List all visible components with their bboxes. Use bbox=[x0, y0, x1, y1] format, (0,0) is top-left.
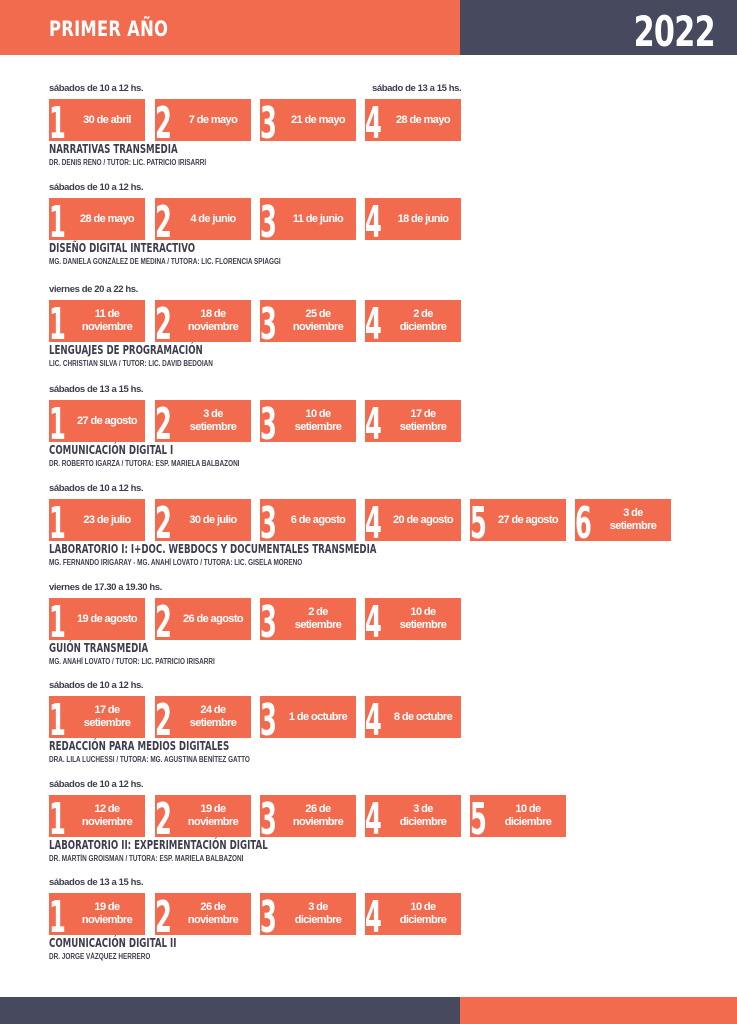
session-date: 11 de junio bbox=[292, 212, 344, 225]
session-date: 2 de diciembre bbox=[399, 308, 447, 333]
schedule-label: sábados de 10 a 12 hs. bbox=[49, 182, 144, 193]
course-professors: DRA. LILA LUCHESSI / TUTORA: MG. AGUSTINA BENÍTEZ GATTO bbox=[49, 755, 250, 764]
session-cell bbox=[260, 893, 356, 935]
session-cell bbox=[155, 598, 251, 640]
session-date: 23 de julio bbox=[83, 513, 131, 526]
session-number: 3 bbox=[260, 198, 277, 240]
schedule-label: viernes de 20 a 22 hs. bbox=[49, 284, 138, 295]
session-number: 3 bbox=[260, 499, 277, 541]
session-number: 4 bbox=[365, 400, 382, 442]
session-cell bbox=[260, 198, 356, 240]
course-professors: DR. DENIS RENO / TUTOR: LIC. PATRICIO IRISARRI bbox=[49, 158, 207, 167]
schedule-label: sábados de 13 a 15 hs. bbox=[49, 384, 144, 395]
session-cell bbox=[155, 795, 251, 837]
session-number: 1 bbox=[49, 598, 66, 640]
session-cell bbox=[49, 400, 145, 442]
session-number: 1 bbox=[49, 400, 66, 442]
course-section bbox=[0, 877, 737, 977]
course-title: LENGUAJES DE PROGRAMACIÓN bbox=[49, 343, 203, 357]
session-cell bbox=[155, 99, 251, 141]
session-number: 2 bbox=[155, 99, 172, 141]
session-number: 1 bbox=[49, 99, 66, 141]
session-date: 25 de noviembre bbox=[292, 308, 344, 333]
session-number: 4 bbox=[365, 499, 382, 541]
course-section bbox=[0, 384, 737, 484]
schedule-label: sábados de 10 a 12 hs. bbox=[49, 83, 144, 94]
course-professors: LIC. CHRISTIAN SILVA / TUTOR: LIC. DAVID BEDOIAN bbox=[49, 359, 213, 368]
session-cell bbox=[155, 300, 251, 342]
course-section bbox=[0, 284, 737, 384]
session-number: 1 bbox=[49, 300, 66, 342]
session-date: 3 de diciembre bbox=[399, 803, 447, 828]
course-section bbox=[0, 483, 737, 583]
session-date: 18 de junio bbox=[397, 212, 449, 225]
session-cell bbox=[260, 795, 356, 837]
session-number: 5 bbox=[470, 795, 487, 837]
session-number: 1 bbox=[49, 198, 66, 240]
course-title: COMUNICACIÓN DIGITAL I bbox=[49, 443, 174, 457]
session-number: 2 bbox=[155, 499, 172, 541]
session-number: 3 bbox=[260, 696, 277, 738]
session-date: 26 de noviembre bbox=[292, 803, 344, 828]
session-date: 3 de setiembre bbox=[609, 507, 657, 532]
session-cell bbox=[365, 598, 461, 640]
session-date: 17 de setiembre bbox=[399, 408, 447, 433]
session-cell bbox=[365, 300, 461, 342]
session-cell bbox=[365, 696, 461, 738]
session-date: 30 de abril bbox=[83, 113, 131, 126]
session-cell bbox=[155, 696, 251, 738]
session-cell bbox=[260, 696, 356, 738]
course-title: NARRATIVAS TRANSMEDIA bbox=[49, 142, 178, 156]
session-date: 26 de agosto bbox=[182, 612, 244, 625]
course-section bbox=[0, 182, 737, 282]
course-title: COMUNICACIÓN DIGITAL II bbox=[49, 936, 177, 950]
session-number: 1 bbox=[49, 795, 66, 837]
session-date: 28 de mayo bbox=[80, 212, 134, 225]
session-date: 18 de noviembre bbox=[187, 308, 239, 333]
session-cell bbox=[575, 499, 671, 541]
session-cell bbox=[470, 795, 566, 837]
course-professors: DR. JORGE VÁZQUEZ HERRERO bbox=[49, 952, 151, 961]
course-title: GUIÓN TRANSMEDIA bbox=[49, 641, 149, 655]
session-date: 10 de diciembre bbox=[399, 901, 447, 926]
session-cell bbox=[365, 400, 461, 442]
session-cell bbox=[470, 499, 566, 541]
session-date: 11 de noviembre bbox=[81, 308, 133, 333]
year-label: 2022 bbox=[633, 7, 715, 56]
course-professors: MG. DANIELA GONZÁLEZ DE MEDINA / TUTORA: LIC. FLORENCIA SPIAGGI bbox=[49, 257, 281, 266]
session-cell bbox=[260, 400, 356, 442]
session-cell bbox=[49, 598, 145, 640]
session-number: 3 bbox=[260, 300, 277, 342]
schedule-label: sábados de 10 a 12 hs. bbox=[49, 483, 144, 494]
course-professors: DR. ROBERTO IGARZA / TUTORA: ESP. MARIELA BALBAZONI bbox=[49, 459, 240, 468]
session-number: 2 bbox=[155, 598, 172, 640]
session-date: 27 de agosto bbox=[497, 513, 559, 526]
session-date: 17 de setiembre bbox=[83, 704, 131, 729]
session-number: 2 bbox=[155, 400, 172, 442]
session-cell bbox=[365, 795, 461, 837]
session-number: 2 bbox=[155, 893, 172, 935]
session-date: 27 de agosto bbox=[76, 414, 138, 427]
course-section bbox=[0, 83, 737, 183]
course-section bbox=[0, 680, 737, 780]
session-date: 1 de octubre bbox=[288, 710, 348, 723]
session-number: 1 bbox=[49, 893, 66, 935]
session-number: 6 bbox=[575, 499, 592, 541]
course-title: DISEÑO DIGITAL INTERACTIVO bbox=[49, 241, 196, 255]
session-number: 4 bbox=[365, 198, 382, 240]
session-number: 2 bbox=[155, 198, 172, 240]
session-number: 1 bbox=[49, 696, 66, 738]
session-date: 21 de mayo bbox=[291, 113, 345, 126]
session-cell bbox=[155, 198, 251, 240]
session-number: 5 bbox=[470, 499, 487, 541]
year-panel bbox=[460, 0, 737, 55]
course-professors: DR. MARTÍN GROISMAN / TUTORA: ESP. MARIELA BALBAZONI bbox=[49, 854, 244, 863]
session-date: 10 de setiembre bbox=[294, 408, 342, 433]
schedule-label: sábados de 13 a 15 hs. bbox=[49, 877, 144, 888]
course-section bbox=[0, 582, 737, 682]
session-date: 10 de setiembre bbox=[399, 606, 447, 631]
session-cell bbox=[260, 99, 356, 141]
session-cell bbox=[365, 198, 461, 240]
session-number: 3 bbox=[260, 598, 277, 640]
session-cell bbox=[155, 499, 251, 541]
session-cell bbox=[155, 893, 251, 935]
session-date: 24 de setiembre bbox=[189, 704, 237, 729]
session-date: 20 de agosto bbox=[392, 513, 454, 526]
schedule-label: viernes de 17.30 a 19.30 hs. bbox=[49, 582, 162, 593]
page-title: PRIMER AÑO bbox=[49, 17, 169, 41]
session-number: 2 bbox=[155, 300, 172, 342]
session-cell bbox=[260, 499, 356, 541]
session-number: 4 bbox=[365, 696, 382, 738]
session-date: 6 de agosto bbox=[290, 513, 346, 526]
session-number: 3 bbox=[260, 893, 277, 935]
session-number: 4 bbox=[365, 598, 382, 640]
session-cell bbox=[365, 893, 461, 935]
course-title: LABORATORIO II: EXPERIMENTACIÓN DIGITAL bbox=[49, 838, 268, 852]
session-number: 2 bbox=[155, 795, 172, 837]
session-date: 19 de agosto bbox=[76, 612, 138, 625]
session-cell bbox=[49, 795, 145, 837]
course-section bbox=[0, 779, 737, 879]
session-number: 2 bbox=[155, 696, 172, 738]
course-title: REDACCIÓN PARA MEDIOS DIGITALES bbox=[49, 739, 230, 753]
session-date: 30 de julio bbox=[189, 513, 237, 526]
session-date: 19 de noviembre bbox=[187, 803, 239, 828]
header-bar bbox=[0, 0, 460, 55]
session-date: 2 de setiembre bbox=[294, 606, 342, 631]
session-date: 10 de diciembre bbox=[504, 803, 552, 828]
session-date: 8 de octubre bbox=[393, 710, 453, 723]
session-cell bbox=[49, 99, 145, 141]
session-number: 4 bbox=[365, 300, 382, 342]
session-number: 3 bbox=[260, 99, 277, 141]
session-date: 28 de mayo bbox=[396, 113, 450, 126]
session-cell bbox=[49, 893, 145, 935]
session-cell bbox=[365, 499, 461, 541]
session-date: 3 de diciembre bbox=[294, 901, 342, 926]
session-cell bbox=[49, 696, 145, 738]
course-professors: MG. FERNANDO IRIGARAY - MG. ANAHÍ LOVATO / TUTORA: LIC. GISELA MORENO bbox=[49, 558, 303, 567]
session-cell bbox=[260, 598, 356, 640]
schedule-label: sábados de 10 a 12 hs. bbox=[49, 680, 144, 691]
session-number: 4 bbox=[365, 893, 382, 935]
session-cell bbox=[260, 300, 356, 342]
session-date: 7 de mayo bbox=[188, 113, 238, 126]
session-number: 3 bbox=[260, 795, 277, 837]
course-title: LABORATORIO I: I+DOC. WEBDOCS Y DOCUMENTALES TRANSMEDIA bbox=[49, 542, 377, 556]
session-date: 4 de junio bbox=[190, 212, 236, 225]
course-professors: MG. ANAHÍ LOVATO / TUTOR: LIC. PATRICIO IRISARRI bbox=[49, 657, 215, 666]
session-cell bbox=[155, 400, 251, 442]
session-date: 3 de setiembre bbox=[189, 408, 237, 433]
session-number: 4 bbox=[365, 795, 382, 837]
session-cell bbox=[49, 300, 145, 342]
session-date: 26 de noviembre bbox=[187, 901, 239, 926]
session-date: 19 de noviembre bbox=[81, 901, 133, 926]
footer-bar-left bbox=[0, 997, 460, 1024]
session-number: 4 bbox=[365, 99, 382, 141]
session-cell bbox=[49, 198, 145, 240]
schedule-label-extra: sábado de 13 a 15 hs. bbox=[372, 83, 462, 94]
schedule-label: sábados de 10 a 12 hs. bbox=[49, 779, 144, 790]
session-date: 12 de noviembre bbox=[81, 803, 133, 828]
footer-bar-right bbox=[460, 997, 737, 1024]
session-number: 3 bbox=[260, 400, 277, 442]
session-number: 1 bbox=[49, 499, 66, 541]
session-cell bbox=[365, 99, 461, 141]
session-cell bbox=[49, 499, 145, 541]
